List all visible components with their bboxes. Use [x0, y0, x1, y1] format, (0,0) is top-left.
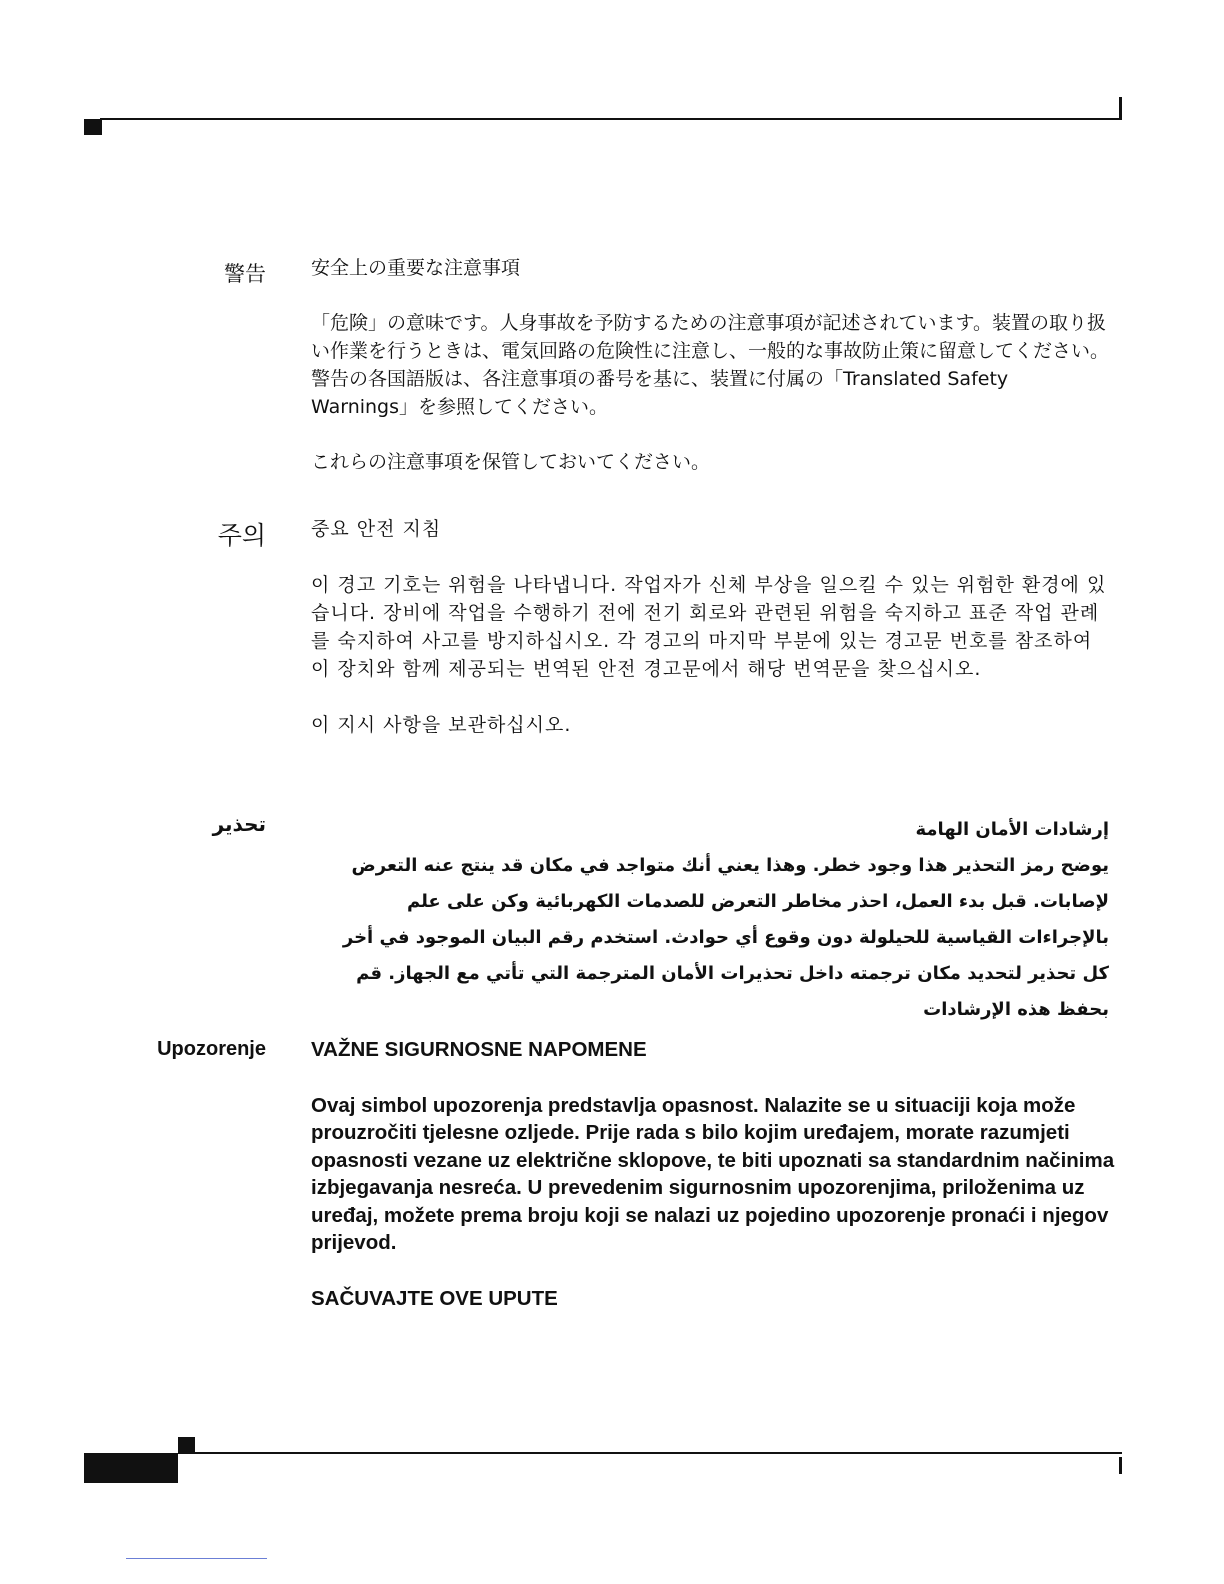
- footer-tick: [1119, 1457, 1122, 1474]
- footer-link-underline: [126, 1558, 267, 1559]
- footer-marker: [178, 1437, 195, 1453]
- warning-label: 주의: [217, 521, 266, 550]
- warning-footer: 이 지시 사항을 보관하십시오.: [311, 714, 572, 736]
- warning-label: تحذير: [212, 812, 266, 836]
- header-tick: [1119, 97, 1122, 119]
- warning-body: يوضح رمز التحذير هذا وجود خطر. وهذا يعني أنك متواجد في مكان قد ينتج عنه التعرض لإصابات. قبل بدء العمل، احذر مخاطر التعرض للصدمات الكهربائية وكن على علم بالإجراءات القياسية للحيلولة دون وقوع أي حوادث. استخدم رقم البيان الموجود في أخر كل تحذير لتحديد مكان ترجمته داخل تحذيرات الأمان المترجمة التي تأتي مع الجهاز. قم بحفظ هذه الإرشادات: [342, 855, 1109, 1020]
- header-marker: [84, 119, 102, 135]
- warning-title: VAŽNE SIGURNOSNE NAPOMENE: [311, 1038, 647, 1061]
- warning-label: 警告: [224, 262, 266, 286]
- warning-content: [311, 515, 1111, 739]
- warning-title: 중요 안전 지침: [311, 518, 442, 540]
- header-rule: [100, 118, 1122, 120]
- warning-footer: これらの注意事項を保管しておいてください。: [311, 451, 711, 473]
- warning-content: [311, 812, 1109, 1028]
- warning-title: 安全上の重要な注意事項: [311, 257, 521, 279]
- warning-body: 이 경고 기호는 위험을 나타냅니다. 작업자가 신체 부상을 일으킬 수 있는 위험한 환경에 있습니다. 장비에 작업을 수행하기 전에 전기 회로와 관련된 위험을 숙지하고 표준 작업 관례를 숙지하여 사고를 방지하십시오. 각 경고의 마지막 부분에 있는 경고문 번호를 참조하여 이 장치와 함께 제공되는 번역된 안전 경고문에서 해당 번역문을 찾으십시오.: [311, 574, 1107, 680]
- warning-body: Ovaj simbol upozorenja predstavlja opasnost. Nalazite se u situaciji koja može prouzročiti tjelesne ozljede. Prije rada s bilo kojim uređajem, morate razumjeti opasnosti vezane uz električne sklopove, te biti upoznati sa standardnim načinima izbjegavanja nesreća. U prevedenim sigurnosnim upozorenjima, priloženima uz uređaj, možete prema broju koji se nalazi uz pojedino upozorenje pronaći i njegov prijevod.: [311, 1093, 1115, 1254]
- footer-page-block: [84, 1453, 178, 1483]
- warning-label: Upozorenje: [157, 1038, 266, 1060]
- warning-content: [311, 254, 1111, 476]
- warning-title: إرشادات الأمان الهامة: [915, 819, 1109, 840]
- footer-rule: [178, 1452, 1122, 1454]
- warning-body: 「危険」の意味です。人身事故を予防するための注意事項が記述されています。装置の取り扱い作業を行うときは、電気回路の危険性に注意し、一般的な事故防止策に留意してください。警告の各国語版は、各注意事項の番号を基に、装置に付属の「Translated Safety Warnings」を参照してください。: [311, 312, 1110, 418]
- warning-footer: SAČUVAJTE OVE UPUTE: [311, 1286, 558, 1310]
- warning-content: [311, 1036, 1121, 1312]
